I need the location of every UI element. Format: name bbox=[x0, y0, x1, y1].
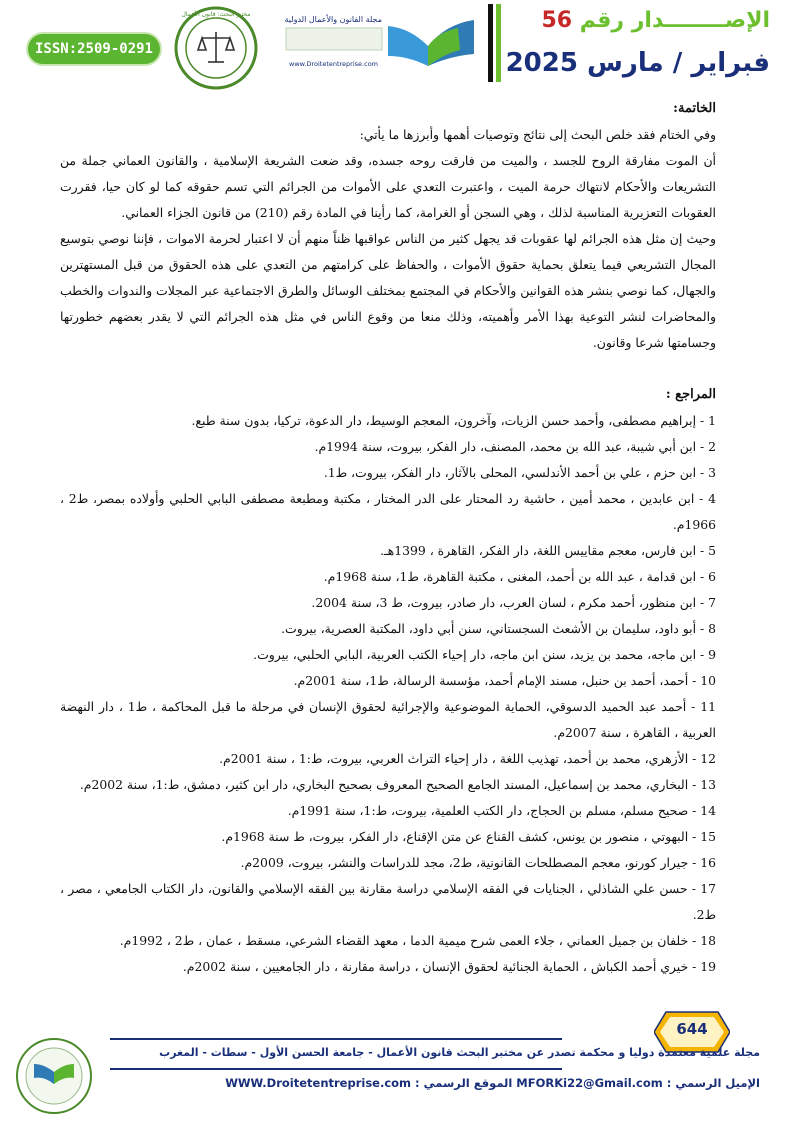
references-list bbox=[60, 408, 716, 980]
footer-rule-bottom bbox=[110, 1068, 562, 1070]
reference-item: 6 - ابن قدامة ، عبد الله بن أحمد، المغنى ، مكتبة القاهرة، ط1، سنة 1968م. bbox=[323, 569, 716, 584]
reference-item: 9 - ابن ماجه، محمد بن يزيد، سنن ابن ماجه، دار إحياء الكتب العربية، البابي الحلبي، بيروت. bbox=[253, 647, 716, 662]
footer-journal-line: مجلة علمية معتمدة دوليا و محكمة تصدر عن مختبر البحث قانون الأعمال - جامعة الحسن الأول - سطات - المغرب bbox=[159, 1046, 760, 1059]
reference-item: 16 - جيرار كورنو، معجم المصطلحات القانونية، ط2، مجد للدراسات والنشر، بيروت، 2009م. bbox=[240, 855, 716, 870]
header-divider bbox=[488, 4, 493, 82]
reference-item: 10 - أحمد، أحمد بن حنبل، مسند الإمام أحمد، مؤسسة الرسالة، ط1، سنة 2001م. bbox=[293, 673, 716, 688]
page-header bbox=[0, 0, 794, 92]
conclusion-heading: الخاتمة: bbox=[673, 101, 716, 116]
reference-item: 7 - ابن منظور، أحمد مكرم ، لسان العرب، دار صادر، بيروت، ط 3، سنة 2004. bbox=[311, 595, 716, 610]
conclusion-intro: وفي الختام فقد خلص البحث إلى نتائج وتوصيات أهمها وأبرزها ما يأتي: bbox=[359, 127, 716, 142]
spacer bbox=[60, 356, 716, 382]
reference-item: 8 - أبو داود، سليمان بن الأشعث السجستاني، سنن أبي داود، المكتبة العصرية، بيروت. bbox=[281, 621, 716, 636]
journal-logo bbox=[278, 6, 482, 70]
logo-title: مجلة القانون والأعمال الدولية bbox=[284, 15, 382, 24]
article-content bbox=[60, 96, 716, 980]
reference-item: 5 - ابن فارس، معجم مقاييس اللغة، دار الفكر، القاهرة ، 1399هـ. bbox=[380, 543, 716, 558]
conclusion-paragraph-2: وحيث إن مثل هذه الجرائم لها عقوبات قد يجهل كثير من الناس عواقبها ظناً منهم أن لا اعتبار لحرمة الاموات ، فإننا نوصي بتوسيع المجال التشريعي فيما يتعلق بحماية حقوق الأموات ، والحفاظ على كرامتهم من التعدي على هذه الحقوق من قبل المستهترين والجهال، كما نوصي بنشر هذه القوانين والأحكام في المجتمع بمختلف الوسائل والطرق الاجتماعية عبر المجلات والندوات والخطب والمحاضرات لنشر التوعية بهذا الأمر وأهميته، وذلك منعا من وقوع الناس في مثل هذه الجرائم التي لا يقدر بعضهم خطورتها وجسامتها شرعا وقانون. bbox=[60, 231, 716, 350]
reference-item: 19 - خيري أحمد الكباش ، الحماية الجنائية لحقوق الإنسان ، دراسة مقارنة ، دار الجامعيين ، سنة 2002م. bbox=[182, 959, 716, 974]
issue-number: 56 bbox=[541, 8, 573, 33]
reference-item: 14 - صحيح مسلم، مسلم بن الحجاج، دار الكتب العلمية، بيروت، ط:1، سنة 1991م. bbox=[287, 803, 716, 818]
reference-item: 15 - البهوتي ، منصور بن يونس، كشف القناع عن متن الإقناع، دار الفكر، بيروت، ط سنة 1968م. bbox=[221, 829, 716, 844]
issue-label: الإصــــــــدار رقم bbox=[579, 8, 770, 33]
footer-contact-line: الإميل الرسمي : MFORKi22@Gmail.com الموقع الرسمي : WWW.Droitetentreprise.com bbox=[225, 1076, 760, 1090]
page-number: 644 bbox=[676, 1020, 708, 1038]
reference-item: 2 - ابن أبي شيبة، عبد الله بن محمد، المصنف، دار الفكر، بيروت، سنة 1994م. bbox=[314, 439, 716, 454]
issue-title bbox=[541, 8, 770, 33]
header-divider-green bbox=[496, 4, 501, 82]
references-heading: المراجع : bbox=[665, 387, 716, 402]
reference-item: 13 - البخاري، محمد بن إسماعيل، المسند الجامع الصحيح المعروف بصحيح البخاري، دار ابن كثير، دمشق، ط:1، سنة 2002م. bbox=[79, 777, 716, 792]
conclusion-paragraph-1: أن الموت مفارقة الروح للجسد ، والميت من فارقت روحه جسده، وقد ضعت الشريعة الإسلامية ، والقانون العماني جملة من التشريعات والأحكام لانتهاك حرمة الميت ، واعتبرت التعدي على الأموات من الجرائم التي تسم حقوقه كما لو كان حيا، فقررت العقوبات التعزيرية المناسبة لذلك ، وهي السجن أو الغرامة، كما رأينا في المادة رقم (210) من قانون الجزاء العماني. bbox=[60, 153, 716, 220]
reference-item: 12 - الأزهري، محمد بن أحمد، تهذيب اللغة ، دار إحياء التراث العربي، بيروت، ط:1 ، سنة 2001م. bbox=[219, 751, 716, 766]
reference-item: 3 - ابن حزم ، علي بن أحمد الأندلسي، المحلى بالآثار، دار الفكر، بيروت، ط1. bbox=[323, 465, 716, 480]
reference-item: 17 - حسن علي الشاذلي ، الجنايات في الفقه الإسلامي دراسة مقارنة بين الفقه الإسلامي والقانون، دار الكتاب الجامعي ، مصر ، ط2. bbox=[60, 881, 716, 922]
logo-url: www.Droitetentreprise.com bbox=[289, 60, 378, 68]
footer-seal-logo bbox=[14, 1036, 94, 1116]
reference-item: 18 - خلفان بن جميل العماني ، جلاء العمى شرح ميمية الدما ، معهد القضاء الشرعي، مسقط ، عمان ، ط2 ، 1992م. bbox=[119, 933, 716, 948]
issue-date: فبراير / مارس 2025 bbox=[505, 48, 770, 78]
reference-item: 11 - أحمد عبد الحميد الدسوقي، الحماية الموضوعية والإجرائية لحقوق الإنسان في مرحلة ما قبل المحاكمة ، ط1 ، دار النهضة العربية ، القاهرة ، سنة 2007م. bbox=[60, 699, 716, 740]
reference-item: 1 - إبراهيم مصطفى، وأحمد حسن الزيات، وآخرون، المعجم الوسيط، دار الدعوة، تركيا، بدون سنة طبع. bbox=[191, 413, 716, 428]
issn-badge: ISSN:2509-0291 bbox=[28, 34, 160, 64]
lab-logo-text: مختبر البحث: قانون الأعمال bbox=[181, 11, 251, 18]
reference-item: 4 - ابن عابدين ، محمد أمين ، حاشية رد المحتار على الدر المختار ، مكتبة ومطبعة مصطفى البابي الحلبي وأولاده بمصر، ط2 ، 1966م. bbox=[60, 491, 716, 532]
lab-logo bbox=[174, 6, 258, 90]
footer-rule-top bbox=[110, 1038, 562, 1040]
